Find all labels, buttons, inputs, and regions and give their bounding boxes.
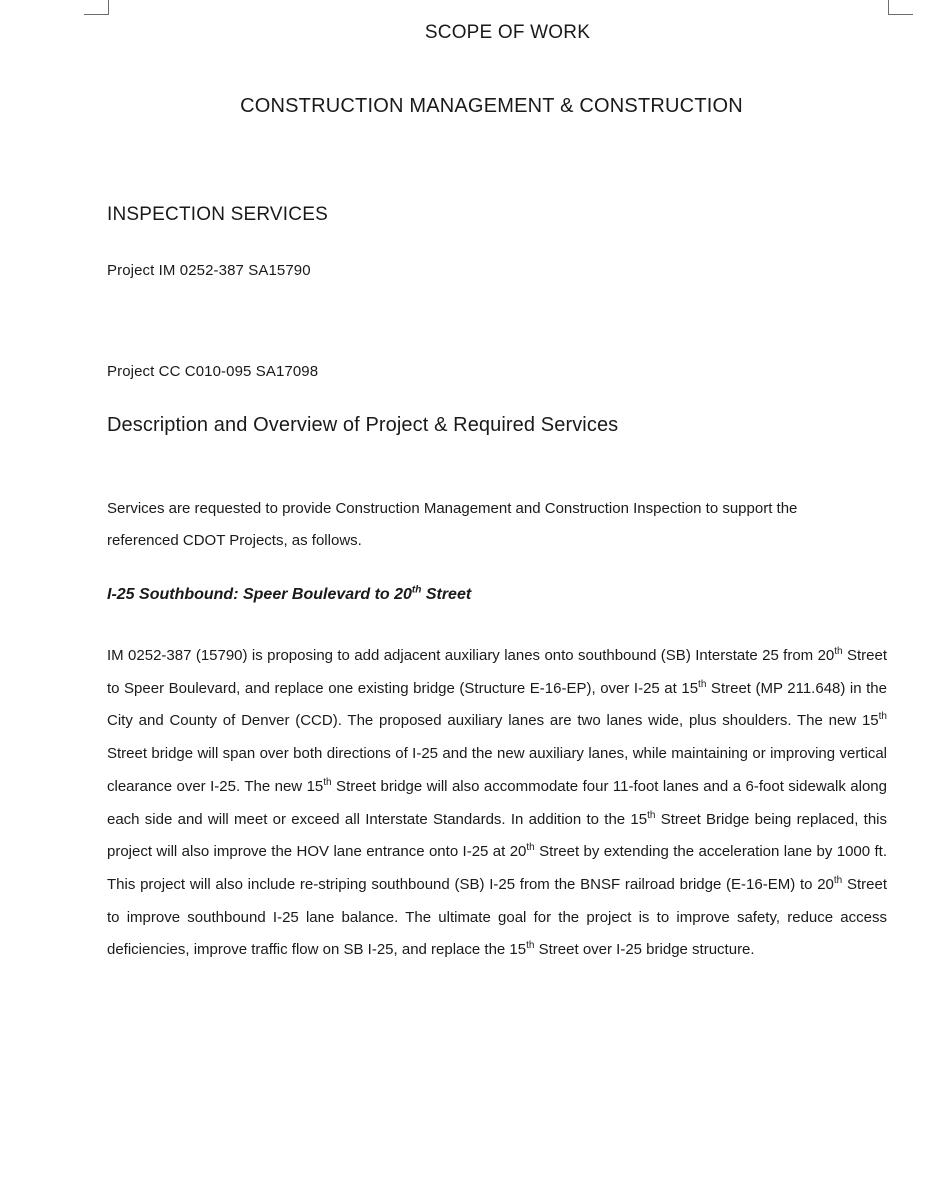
ordinal-superscript: th [833,874,843,886]
body-text-part: Street to Speer Boulevard, and replace one existing bridge (Structure E-16-EP), over I-25 at 15 [107,647,887,697]
document-subtitle: CONSTRUCTION MANAGEMENT & CONSTRUCTION [240,95,743,117]
segment-heading-prefix: I-25 Southbound: Speer Boulevard to 20 [107,586,412,603]
crop-mark-right [888,0,913,15]
body-text-part: Street to improve southbound I-25 lane balance. The ultimate goal for the project is to improve safety, reduce access deficiencies, improve traffic flow on SB I-25, and replace the 15 [107,875,888,959]
section-heading: INSPECTION SERVICES [107,204,328,225]
project-number-secondary: Project CC C010-095 SA17098 [107,363,319,380]
ordinal-superscript: th [878,711,887,723]
body-text-part: IM 0252-387 (15790) is proposing to add adjacent auxiliary lanes onto southbound (SB) Interstate 25 from 20 [107,647,835,664]
ordinal-superscript: th [526,842,535,854]
document-title: SCOPE OF WORK [424,22,591,43]
body-text-part: Street over I-25 bridge structure. [534,941,755,959]
project-number-primary: Project IM 0252-387 SA15790 [107,262,311,279]
body-text-part: Street Bridge being replaced, this project will also improve the HOV lane entrance onto I-25 at 20 [107,810,887,861]
project-body-paragraph [107,640,887,967]
ordinal-superscript: th [526,940,535,952]
body-text-part: Street bridge will span over both directions of I-25 and the new auxiliary lanes, while maintaining or improving vertical clearance over I-25. The new 15 [107,745,887,795]
ordinal-superscript: th [647,809,656,821]
segment-heading [107,586,471,604]
description-heading: Description and Overview of Project & Required Services [107,414,619,436]
crop-mark-left [84,0,109,15]
intro-paragraph: Services are requested to provide Construction Management and Construction Inspection to support the referenced CDOT Projects, as follows. [107,500,798,549]
body-text-part: Street bridge will also accommodate four 11-foot lanes and a 6-foot sidewalk along each side and will meet or exceed all Interstate Standards. In addition to the 15 [107,777,887,828]
ordinal-superscript: th [323,776,332,788]
body-text-part: Street by extending the acceleration lane by 1000 ft. This project will also include re-striping southbound (SB) I-25 from the BNSF railroad bridge (E-16-EM) to 20 [107,843,888,893]
segment-heading-superscript: th [411,584,422,596]
ordinal-superscript: th [698,678,707,690]
ordinal-superscript: th [834,646,843,657]
segment-heading-suffix: Street [421,586,472,603]
body-text-part: Street (MP 211.648) in the City and County of Denver (CCD). The proposed auxiliary lanes are two lanes wide, plus shoulders. The new 15 [107,679,887,730]
